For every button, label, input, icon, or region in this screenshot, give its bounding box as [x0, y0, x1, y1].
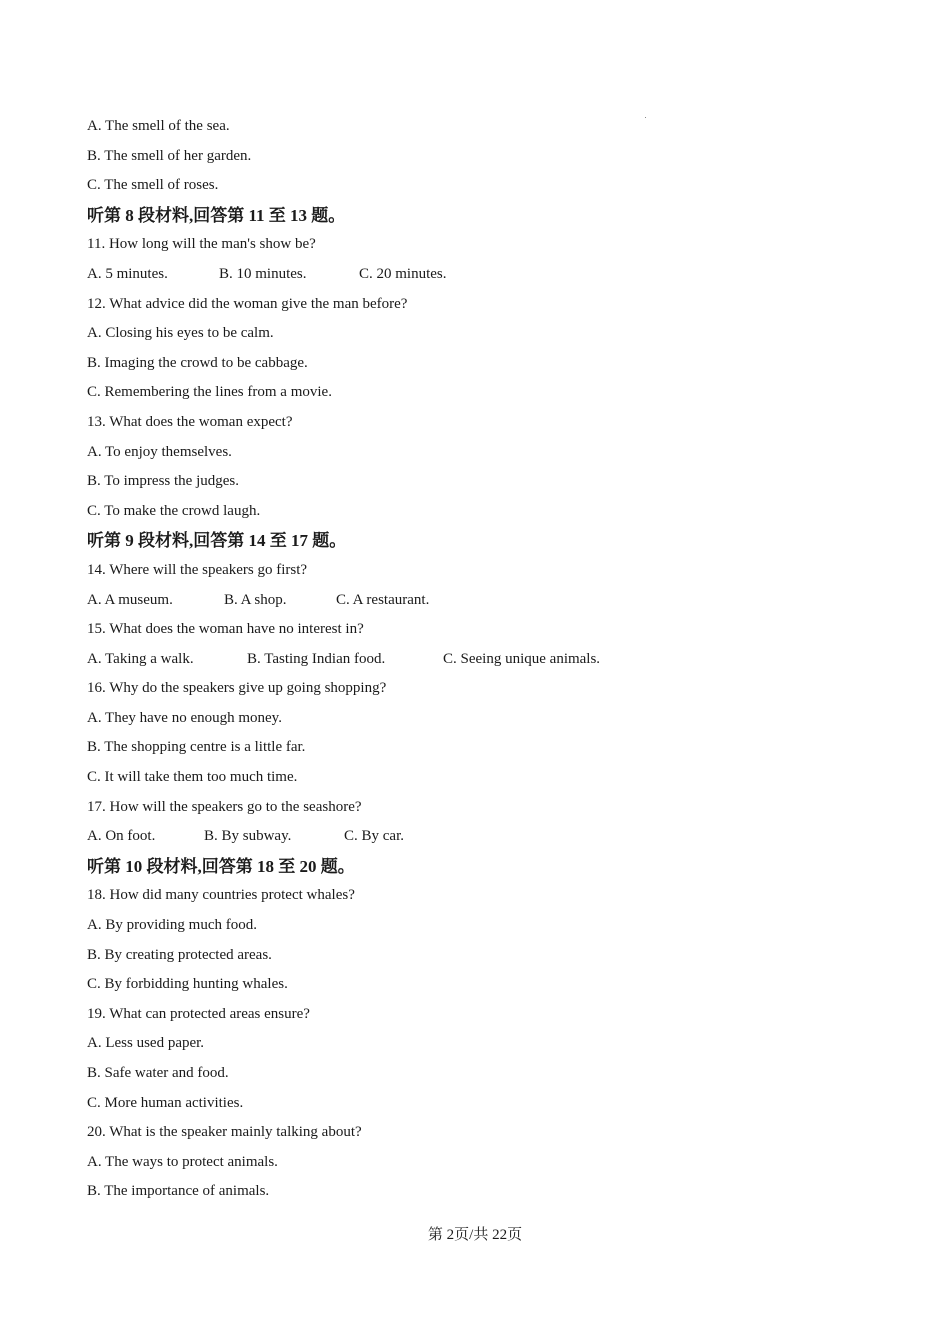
question-text: 14. Where will the speakers go first? [87, 561, 308, 578]
question-text: 18. How did many countries protect whales? [87, 887, 355, 904]
option-text: C. Remembering the lines from a movie. [87, 384, 332, 401]
option-text: B. By creating protected areas. [87, 946, 272, 963]
question-text: 11. How long will the man's show be? [87, 236, 316, 253]
option-row [87, 822, 867, 852]
question-text: 16. Why do the speakers give up going shopping? [87, 680, 387, 697]
option-text: C. It will take them too much time. [87, 769, 298, 786]
option-text: B. Tasting Indian food. [247, 650, 386, 667]
option-text: A. By providing much food. [87, 917, 257, 934]
option-text: B. The importance of animals. [87, 1183, 270, 1200]
question-text: 13. What does the woman expect? [87, 413, 293, 430]
option-text: A. On foot. [87, 828, 156, 845]
option-text: B. By subway. [204, 828, 292, 845]
option-row [87, 586, 867, 616]
option-text: A. 5 minutes. [87, 265, 168, 282]
option-text: B. The smell of her garden. [87, 147, 252, 164]
option-text: A. They have no enough money. [87, 709, 282, 726]
option-text: C. To make the crowd laugh. [87, 502, 261, 519]
question-text: 20. What is the speaker mainly talking about? [87, 1124, 362, 1141]
option-text: A. A museum. [87, 591, 173, 608]
question-text: 12. What advice did the woman give the man before? [87, 295, 408, 312]
section-heading: 听第 10 段材料,回答第 18 至 20 题。 [87, 856, 355, 876]
question-list [87, 112, 867, 1207]
option-row [87, 645, 867, 675]
option-text: B. A shop. [224, 591, 287, 608]
option-text: A. Closing his eyes to be calm. [87, 325, 274, 342]
option-text: B. Safe water and food. [87, 1065, 229, 1081]
option-text: B. 10 minutes. [219, 265, 307, 282]
option-text: A. The smell of the sea. [87, 118, 230, 134]
option-row [87, 260, 867, 290]
option-text: A. The ways to protect animals. [87, 1153, 278, 1170]
option-text: C. Seeing unique animals. [443, 650, 601, 667]
question-text: 15. What does the woman have no interest in? [87, 621, 364, 638]
section-heading: 听第 9 段材料,回答第 14 至 17 题。 [87, 531, 347, 551]
option-text: A. To enjoy themselves. [87, 443, 232, 460]
option-text: B. To impress the judges. [87, 473, 239, 490]
option-text: C. A restaurant. [336, 591, 430, 608]
option-text: C. 20 minutes. [359, 265, 447, 282]
option-text: A. Taking a walk. [87, 650, 194, 667]
option-text: C. The smell of roses. [87, 177, 219, 194]
option-text: C. By car. [344, 828, 404, 845]
option-text: C. More human activities. [87, 1094, 244, 1111]
section-heading: 听第 8 段材料,回答第 11 至 13 题。 [87, 205, 346, 225]
question-text: 17. How will the speakers go to the seashore? [87, 798, 362, 815]
option-text: A. Less used paper. [87, 1035, 205, 1052]
option-text: B. The shopping centre is a little far. [87, 739, 306, 756]
page-number-footer: 第 2页/共 22页 [427, 1227, 523, 1243]
question-text: 19. What can protected areas ensure? [87, 1005, 310, 1022]
option-text: C. By forbidding hunting whales. [87, 976, 288, 993]
option-text: B. Imaging the crowd to be cabbage. [87, 354, 308, 371]
